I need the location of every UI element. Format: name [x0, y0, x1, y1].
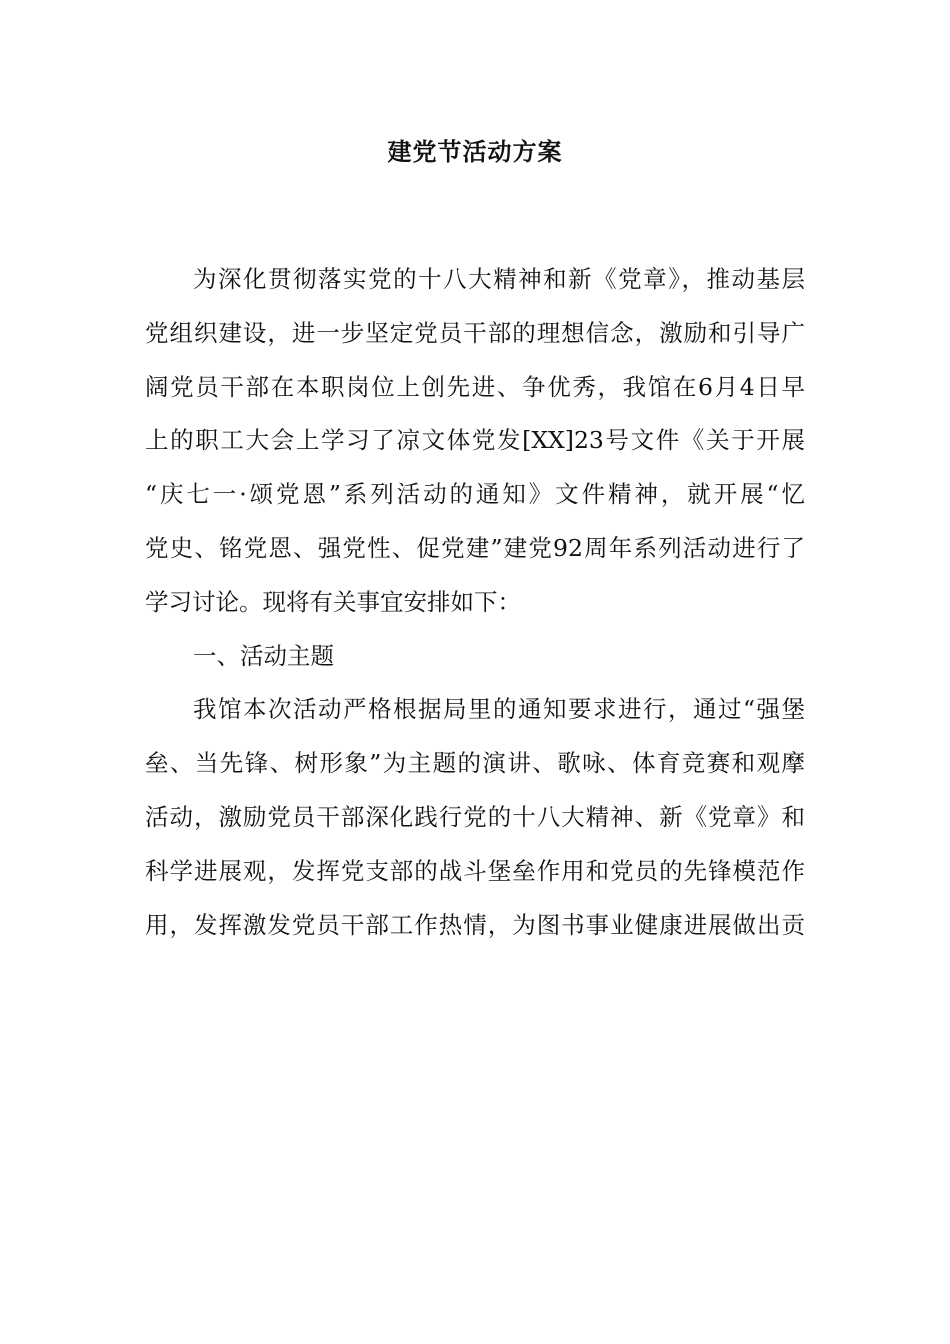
- paragraph-line: 党组织建设，进一步坚定党员干部的理想信念，激励和引导广: [145, 318, 805, 347]
- paragraph-line: 我馆本次活动严格根据局里的通知要求进行，通过“强堡: [193, 695, 805, 724]
- paragraph-line: 上的职工大会上学习了凉文体党发[XX]23号文件《关于开展: [145, 426, 805, 455]
- paragraph-line: 党史、铭党恩、强党性、促党建”建党92周年系列活动进行了: [145, 533, 805, 562]
- paragraph-line: 学习讨论。现将有关事宜安排如下：: [145, 587, 521, 616]
- paragraph-line: 活动，激励党员干部深化践行党的十八大精神、新《党章》和: [145, 802, 805, 831]
- paragraph-line: 科学进展观，发挥党支部的战斗堡垒作用和党员的先锋模范作: [145, 856, 805, 885]
- paragraph-line: 用，发挥激发党员干部工作热情，为图书事业健康进展做出贡: [145, 910, 805, 939]
- paragraph-line: “庆七一·颂党恩”系列活动的通知》文件精神，就开展“忆: [145, 480, 805, 509]
- document-title: 建党节活动方案: [387, 138, 563, 166]
- section-heading: 一、活动主题: [193, 641, 334, 670]
- document-body: [145, 253, 805, 952]
- paragraph-line: 垒、当先锋、树形象”为主题的演讲、歌咏、体育竞赛和观摩: [145, 749, 805, 778]
- paragraph-line: 为深化贯彻落实党的十八大精神和新《党章》，推动基层: [193, 265, 805, 293]
- paragraph-line: 阔党员干部在本职岗位上创先进、争优秀，我馆在6月4日早: [145, 372, 805, 401]
